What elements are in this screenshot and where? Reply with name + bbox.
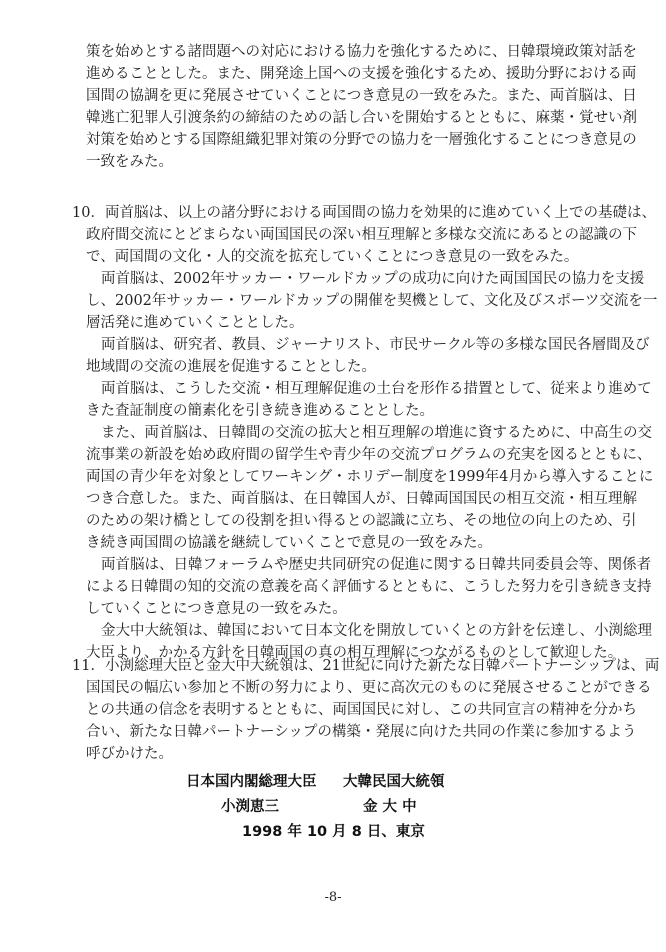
text-line: 国国民の幅広い参加と不断の努力により、更に高次元のものに発展させることができる xyxy=(86,680,652,696)
text-line: による日韓間の知的交流の意義を高く評価するとともに、こうした努力を引き続き支持 xyxy=(86,579,652,595)
date-place: 1998 年 10 月 8 日、東京 xyxy=(242,824,425,840)
text-line: 両首脳は、2002年サッカー・ワールドカップの成功に向けた両国国民の協力を支援 xyxy=(101,271,645,287)
text-line: 策を始めとする諸問題への対応における協力を強化するために、日韓環境政策対話を xyxy=(86,44,637,60)
text-line: 流事業の新設を始め政府間の留学生や青少年の交流プログラムの充実を図るとともに、 xyxy=(86,447,652,463)
page-number: -8- xyxy=(324,890,342,905)
text-line: 両国の青少年を対象としてワーキング・ホリデー制度を1999年4月から導入することに xyxy=(86,469,654,485)
text-line: 一致をみた。 xyxy=(86,154,173,170)
text-line: 層活発に進めていくこととした。 xyxy=(86,315,304,331)
text-line: のための架け橋としての役割を担い得るとの認識に立ち、その地位の向上のため、引 xyxy=(86,513,637,529)
text-line: し、2002年サッカー・ワールドカップの開催を契機として、文化及びスポーツ交流を一 xyxy=(86,293,658,309)
text-line: き続き両国間の協議を継続していくことで意見の一致をみた。 xyxy=(86,535,492,551)
text-line: 政府間交流にとどまらない両国国民の深い相互理解と多様な交流にあるとの認識の下 xyxy=(86,227,637,243)
text-line: 国間の協調を更に発展させていくことにつき意見の一致をみた。また、両首脳は、日 xyxy=(86,88,637,104)
text-line: つき合意した。また、両首脳は、在日韓国人が、日韓両国国民の相互交流・相互理解 xyxy=(86,491,637,507)
text-line: 10．両首脳は、以上の諸分野における両国間の協力を効果的に進めていく上での基礎は、 xyxy=(72,205,656,221)
text-line: 両首脳は、こうした交流・相互理解促進の土台を形作る措置として、従来より進めて xyxy=(101,381,652,397)
text-line: 呼びかけた。 xyxy=(86,746,173,762)
text-line: 11．小渕総理大臣と金大中大統領は、21世紀に向けた新たな日韓パートナーシップは、両 xyxy=(72,658,660,674)
paragraph-11 xyxy=(72,655,660,765)
text-line: また、両首脳は、日韓間の交流の拡大と相互理解の増進に資するために、中高生の交 xyxy=(101,425,652,441)
text-line: で、両国間の文化・人的交流を拡充していくことにつき意見の一致をみた。 xyxy=(86,249,579,265)
japan-pm-name: 小渕恵三 xyxy=(221,799,279,815)
text-line: 大臣より、かかる方針を日韓両国の真の相互理解につながるものとして歓迎した。 xyxy=(86,645,623,661)
text-line: していくことにつき意見の一致をみた。 xyxy=(86,601,347,617)
text-line: 地域間の交流の進展を促進することとした。 xyxy=(86,359,376,375)
japan-pm-title: 日本国内閣総理大臣 xyxy=(186,774,317,790)
text-line: 両首脳は、日韓フォーラムや歴史共同研究の促進に関する日韓共同委員会等、関係者 xyxy=(101,557,652,573)
text-line: 両首脳は、研究者、教員、ジャーナリスト、市民サークル等の多様な国民各層間及び xyxy=(101,337,650,353)
paragraph-continuation xyxy=(86,41,637,173)
paragraph-10 xyxy=(72,202,658,664)
text-line: きた査証制度の簡素化を引き続き進めることとした。 xyxy=(86,403,434,419)
text-line: 金大中大統領は、韓国において日本文化を開放していくとの方針を伝達し、小渕総理 xyxy=(101,623,652,639)
text-line: 進めることとした。また、開発途上国への支援を強化するため、援助分野における両 xyxy=(86,66,637,82)
korea-president-title: 大韓民国大統領 xyxy=(343,774,445,790)
korea-president-name: 金 大 中 xyxy=(363,799,417,815)
text-line: 対策を始めとする国際組織犯罪対策の分野での協力を一層強化することにつき意見の xyxy=(86,132,637,148)
text-line: との共通の信念を表明するとともに、両国国民に対し、この共同宣言の精神を分かち xyxy=(86,702,637,718)
text-line: 韓逃亡犯罪人引渡条約の締結のための話し合いを開始するとともに、麻薬・覚せい剤 xyxy=(86,110,637,126)
text-line: 合い、新たな日韓パートナーシップの構築・発展に向けた共同の作業に参加するよう xyxy=(86,724,637,740)
